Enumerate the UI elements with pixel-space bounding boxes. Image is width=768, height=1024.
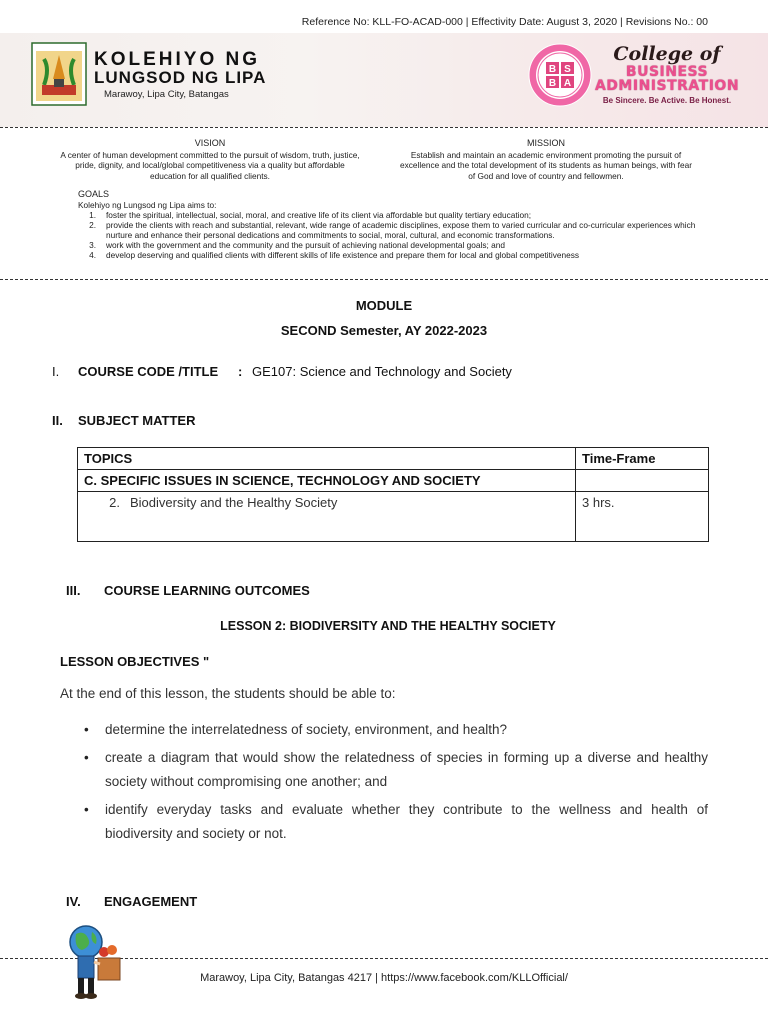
- goal-item: [78, 240, 718, 250]
- section-numeral: I.: [52, 364, 60, 379]
- goal-item: [78, 210, 718, 220]
- vision-block: [60, 138, 360, 181]
- college-logo: [592, 43, 742, 105]
- course-code-value: GE107: Science and Technology and Society: [252, 364, 512, 379]
- goal-number: 1.: [89, 210, 96, 220]
- engagement-heading: [66, 894, 197, 909]
- goal-text: foster the spiritual, intellectual, social, moral, and creative life of its client via affordable but quality tertiary education;: [106, 210, 532, 220]
- goal-item: [78, 220, 718, 240]
- vision-heading: VISION: [194, 138, 226, 148]
- objectives-list: [88, 718, 708, 850]
- header-banner: [0, 33, 768, 127]
- goal-text: provide the clients with reach and substantial, relevant, wide range of academic disciplines, expose them to varied curricular and co-curricular experiences which nurture and enhance their personal dedications and commitments to social, moral, cultural, and economic transformations.: [106, 220, 696, 240]
- subject-matter-label: SUBJECT MATTER: [78, 413, 196, 428]
- goal-text: work with the government and the community and the pursuit of achieving national developmental goals; and: [106, 240, 505, 250]
- college-dept-line1: BUSINESS: [625, 64, 709, 80]
- globe-mascot-icon: [62, 922, 134, 1002]
- list-item: • create a diagram that would show the relatedness of species in forming up a diverse and healthy society without compromising one another; and: [88, 746, 708, 794]
- subject-matter-heading: [52, 413, 195, 428]
- course-code-label: COURSE CODE /TITLE: [78, 364, 219, 379]
- college-of: College of: [613, 43, 721, 65]
- goal-text: develop deserving and qualified clients with different skills of life existence and prepare them for local and global competitiveness: [106, 250, 580, 260]
- topics-header: TOPICS: [78, 448, 576, 470]
- topic-item-cell: [78, 492, 576, 542]
- college-tagline: Be Sincere. Be Active. Be Honest.: [602, 96, 732, 105]
- goal-number: 4.: [89, 250, 96, 260]
- reference-number: Reference No: KLL-FO-ACAD-000 | Effectivity Date: August 3, 2020 | Revisions No.: 00: [301, 16, 708, 28]
- header-divider: [0, 127, 768, 128]
- goal-number: 3.: [89, 240, 96, 250]
- school-seal-icon: [30, 39, 88, 109]
- list-item: • identify everyday tasks and evaluate whether they contribute to the wellness and health of biodiversity and society or not.: [88, 798, 708, 846]
- course-code-line: [52, 364, 512, 379]
- topic-item-text: Biodiversity and the Healthy Society: [130, 495, 338, 510]
- topics-table: [77, 447, 709, 542]
- svg-text:B: B: [548, 78, 557, 89]
- school-name: [94, 51, 266, 100]
- lesson-title: LESSON 2: BIODIVERSITY AND THE HEALTHY SOCIETY: [220, 619, 556, 633]
- vision-text: A center of human development committed to the pursuit of wisdom, truth, justice, pride, dignity, and local/global competitiveness via a quality but affordable education for all qualified clients.: [60, 149, 360, 181]
- semester-title: SECOND Semester, AY 2022-2023: [280, 323, 488, 338]
- list-item: • determine the interrelatedness of society, environment, and health?: [88, 718, 708, 742]
- school-address: Marawoy, Lipa City, Batangas: [104, 89, 229, 100]
- lesson-intro: At the end of this lesson, the students should be able to:: [60, 686, 396, 701]
- svg-text:A: A: [563, 78, 572, 89]
- section-numeral: III.: [66, 583, 81, 598]
- section-numeral: II.: [52, 413, 63, 428]
- topic-section-cell: C. SPECIFIC ISSUES IN SCIENCE, TECHNOLOGY AND SOCIETY: [78, 470, 576, 492]
- course-code-colon: :: [238, 364, 243, 379]
- goals-block: [78, 189, 718, 260]
- outcomes-label: COURSE LEARNING OUTCOMES: [104, 583, 310, 598]
- footer-address: Marawoy, Lipa City, Batangas 4217 | https://www.facebook.com/KLLOfficial/: [200, 972, 568, 984]
- school-name-line1: KOLEHIYO NG: [94, 49, 261, 70]
- goals-heading: GOALS: [78, 189, 110, 199]
- table-header-row: [78, 448, 709, 470]
- goals-intro: Kolehiyo ng Lungsod ng Lipa aims to:: [78, 200, 217, 210]
- mission-heading: MISSION: [526, 138, 565, 148]
- college-dept-line2: ADMINISTRATION: [594, 78, 740, 94]
- time-frame-header: Time-Frame: [576, 448, 709, 470]
- table-row: [78, 492, 709, 542]
- table-row: [78, 470, 709, 492]
- section-numeral: IV.: [66, 894, 81, 909]
- topic-item-time: 3 hrs.: [576, 492, 709, 542]
- module-title: MODULE: [355, 298, 413, 313]
- bsba-logo-icon: [528, 43, 592, 107]
- mission-text: Establish and maintain an academic environment promoting the pursuit of excellence and the total development of its students as human beings, with fear of God and love of country and fellowmen.: [400, 149, 692, 181]
- topic-item-number: 2.: [109, 495, 120, 510]
- goals-divider: [0, 279, 768, 280]
- svg-text:S: S: [564, 64, 571, 75]
- outcomes-heading: [66, 583, 310, 598]
- empty-cell: [576, 470, 709, 492]
- goal-item: [78, 250, 718, 260]
- engagement-label: ENGAGEMENT: [104, 894, 198, 909]
- svg-text:B: B: [548, 64, 557, 75]
- mission-block: [396, 138, 696, 181]
- goal-number: 2.: [89, 220, 96, 230]
- school-name-line2: LUNGSOD NG LIPA: [94, 68, 267, 87]
- lesson-objectives-heading: LESSON OBJECTIVES ": [60, 654, 210, 669]
